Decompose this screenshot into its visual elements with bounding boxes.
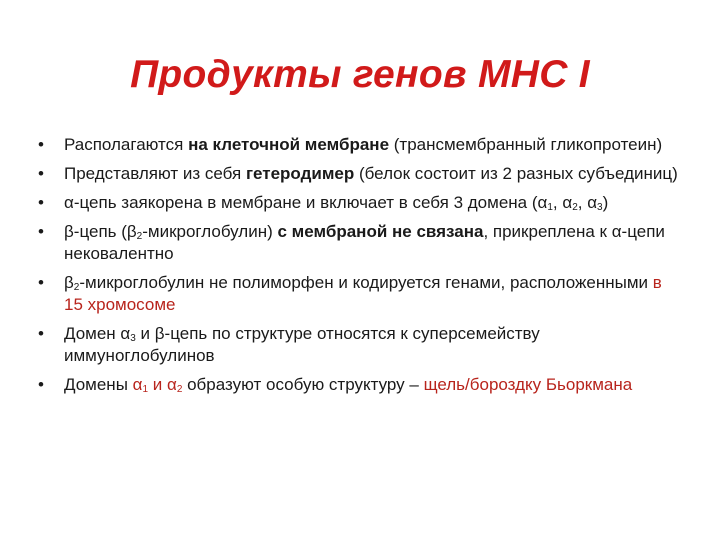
bullet-item (36, 163, 684, 185)
bullet-text-highlight: и α (148, 375, 177, 394)
bullet-text: Домены (64, 375, 133, 394)
bullet-dot: • (38, 324, 44, 343)
bullet-text-highlight: щель/бороздку Бьоркмана (423, 375, 633, 394)
bullet-item (36, 134, 684, 156)
subscript: 2 (176, 384, 183, 395)
subscript: 2 (136, 231, 143, 242)
bullet-text: Располагаются (64, 135, 189, 154)
bullet-text-bold: гетеродимер (245, 164, 355, 183)
slide-title: Продукты генов MHC I (130, 53, 590, 96)
subscript: 3 (597, 202, 603, 213)
bullet-text-highlight: в 15 хромосоме (64, 273, 662, 314)
bullet-text: ) (602, 193, 609, 212)
bullet-item (36, 221, 684, 265)
bullet-text-bold: с мембраной не связана (277, 222, 484, 241)
bullet-dot: • (38, 164, 44, 183)
bullet-text: -микроглобулин) (142, 222, 278, 241)
bullet-dot: • (38, 222, 44, 241)
bullet-item (36, 323, 684, 367)
bullet-text: , α (577, 193, 598, 212)
bullet-list (36, 134, 684, 403)
bullet-item (36, 374, 684, 396)
bullet-item (36, 192, 684, 214)
bullet-text: α-цепь заякорена в мембране и включает в себя 3 домена (α (64, 193, 548, 212)
bullet-text: Представляют из себя (64, 164, 246, 183)
bullet-dot: • (38, 273, 44, 292)
subscript: 1 (547, 202, 553, 213)
subscript: 2 (73, 282, 80, 293)
bullet-text: β-цепь (β (64, 222, 137, 241)
bullet-text: (белок состоит из 2 разных субъединиц) (354, 164, 678, 183)
bullet-text-bold: на клеточной мембране (188, 135, 390, 154)
subscript: 3 (130, 333, 136, 344)
bullet-text: , прикреплена к α-цепи нековалентно (64, 222, 665, 263)
subscript: 2 (572, 202, 578, 213)
bullet-text: образуют особую структуру – (182, 375, 424, 394)
bullet-dot: • (38, 193, 44, 212)
bullet-dot: • (38, 375, 44, 394)
bullet-dot: • (38, 135, 44, 154)
bullet-text: (трансмембранный гликопротеин) (389, 135, 663, 154)
bullet-text: β (64, 273, 74, 292)
bullet-text: -микроглобулин не полиморфен и кодируется генами, расположенными (79, 273, 653, 292)
bullet-item (36, 272, 684, 316)
bullet-text: Домен α (64, 324, 131, 343)
bullet-text-highlight: α (132, 375, 143, 394)
bullet-text: и β-цепь по структуре относятся к суперсемейству иммуноглобулинов (64, 324, 540, 365)
bullet-text: , α (552, 193, 573, 212)
subscript: 1 (142, 384, 149, 395)
